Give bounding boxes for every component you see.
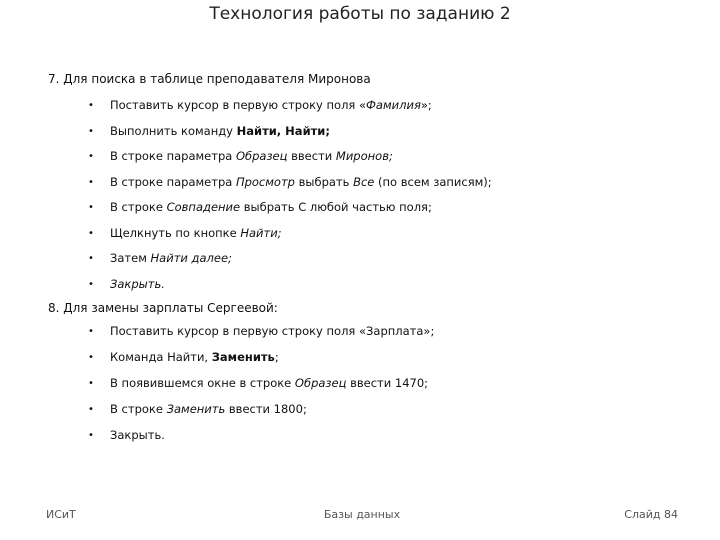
- section-8-item-text: Закрыть.: [110, 428, 165, 442]
- bullet-icon: •: [88, 100, 94, 111]
- section-8-item: [88, 324, 434, 338]
- bullet-icon: •: [88, 125, 94, 137]
- section-8-item: [88, 376, 428, 390]
- bullet-icon: •: [88, 151, 94, 162]
- section-7-item: [88, 149, 393, 163]
- section-8-item-text: Поставить курсор в первую строку поля «Зарплата»;: [110, 324, 435, 338]
- section-7-item: [88, 277, 165, 291]
- slide-title: Технология работы по заданию 2: [209, 4, 511, 24]
- section-7-item-text: В строке параметра Просмотр выбрать Все (по всем записям);: [110, 174, 492, 189]
- section-8-heading: 8. Для замены зарплаты Сергеевой:: [48, 301, 278, 315]
- section-8-item-text: Команда Найти, Заменить;: [110, 350, 279, 364]
- bullet-icon: •: [88, 202, 94, 213]
- section-7-item: [88, 98, 432, 112]
- bullet-icon: •: [88, 430, 94, 441]
- section-7-item-text: В строке параметра Образец ввести Миронов;: [110, 149, 393, 163]
- section-7-item-text: Выполнить команду Найти, Найти;: [110, 123, 330, 138]
- section-7-item-text: Затем Найти далее;: [110, 251, 232, 265]
- section-7-item-text: Закрыть.: [110, 276, 165, 291]
- bullet-icon: •: [88, 378, 94, 389]
- bullet-icon: •: [88, 253, 94, 264]
- bullet-icon: •: [88, 227, 94, 239]
- section-8-item-text: В строке Заменить ввести 1800;: [110, 402, 307, 416]
- section-7-item: [88, 251, 232, 265]
- bullet-icon: •: [88, 352, 94, 363]
- footer-left: ИСиТ: [46, 508, 76, 521]
- section-8-item: [88, 402, 307, 416]
- section-7-item: [88, 175, 492, 189]
- section-8-item: [88, 428, 165, 442]
- section-7-item-text: Щелкнуть по кнопке Найти;: [110, 225, 282, 240]
- section-7-heading: 7. Для поиска в таблице преподавателя Миронова: [48, 72, 371, 86]
- section-7-item-text: В строке Совпадение выбрать С любой частью поля;: [110, 200, 432, 214]
- section-7-item-text: Поставить курсор в первую строку поля «Фамилия»;: [110, 98, 432, 112]
- footer-slide-number: Слайд 84: [624, 508, 678, 521]
- bullet-icon: •: [88, 176, 94, 188]
- footer-center: Базы данных: [323, 508, 401, 521]
- section-8-item: [88, 350, 279, 364]
- bullet-icon: •: [88, 278, 94, 290]
- bullet-icon: •: [88, 404, 94, 415]
- section-7-item: [88, 226, 282, 240]
- section-7-item: [88, 124, 330, 138]
- section-8-item-text: В появившемся окне в строке Образец ввести 1470;: [110, 376, 429, 390]
- section-7-item: [88, 200, 432, 214]
- bullet-icon: •: [88, 326, 94, 337]
